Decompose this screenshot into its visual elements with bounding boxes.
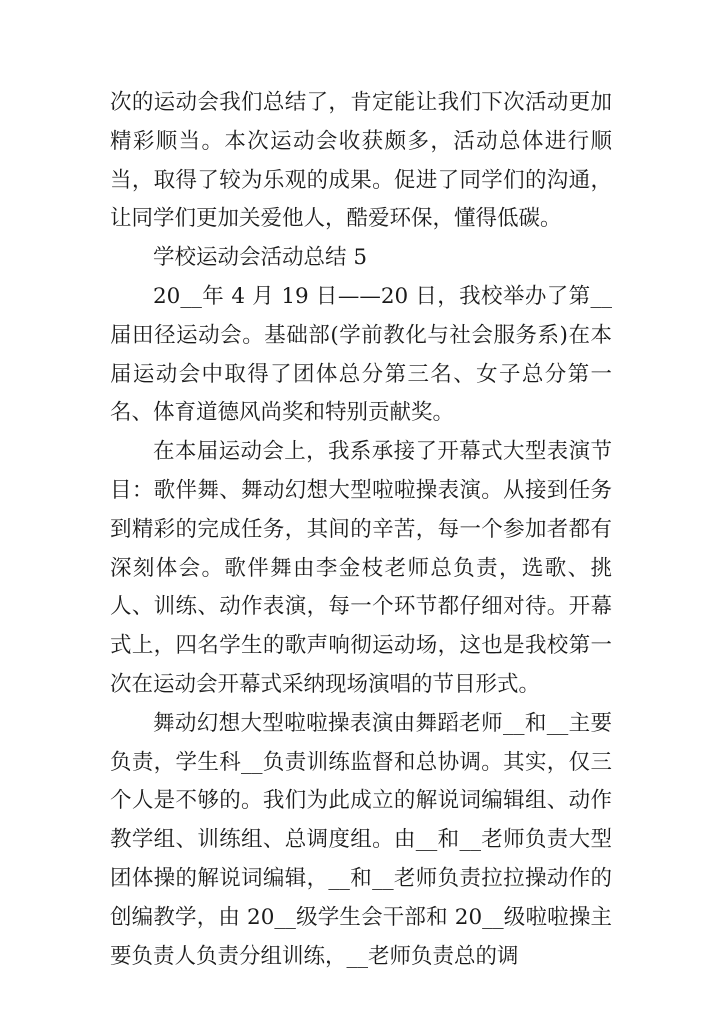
section-heading: 学校运动会活动总结 5 [153, 245, 368, 271]
paragraph-continuation: 次的运动会我们总结了，肯定能让我们下次活动更加精彩顺当。本次运动会收获颇多，活动总体进行顺当，取得了较为乐观的成果。促进了同学们的沟通，让同学们更加关爱他人，酷爱环保，懂得低碳。 [110, 90, 612, 232]
paragraph-cheerleading: 舞动幻想大型啦啦操表演由舞蹈老师__和__主要负责，学生科__负责训练监督和总协调。其实，仅三个人是不够的。我们为此成立的解说词编辑组、动作教学组、训练组、总调度组。由__和__老师负责大型团体操的解说词编辑，__和__老师负责拉拉操动作的创编教学，由 20__级学生会干部和 20__级啦啦操主要负责人负责分组训练，__老师负责总的调 [110, 710, 612, 969]
document-body [110, 84, 612, 976]
paragraph-opening-show: 在本届运动会上，我系承接了开幕式大型表演节目：歌伴舞、舞动幻想大型啦啦操表演。从接到任务到精彩的完成任务，其间的辛苦，每一个参加者都有深刻体会。歌伴舞由李金枝老师总负责，选歌、挑人、训练、动作表演，每一个环节都仔细对待。开幕式上，四名学生的歌声响彻运动场，这也是我校第一次在运动会开幕式采纳现场演唱的节目形式。 [110, 439, 612, 697]
paragraph-intro: 20__年 4 月 19 日——20 日，我校举办了第__届田径运动会。基础部(学前教化与社会服务系)在本届运动会中取得了团体总分第三名、女子总分第一名、体育道德风尚奖和特别贡献奖。 [110, 283, 612, 426]
